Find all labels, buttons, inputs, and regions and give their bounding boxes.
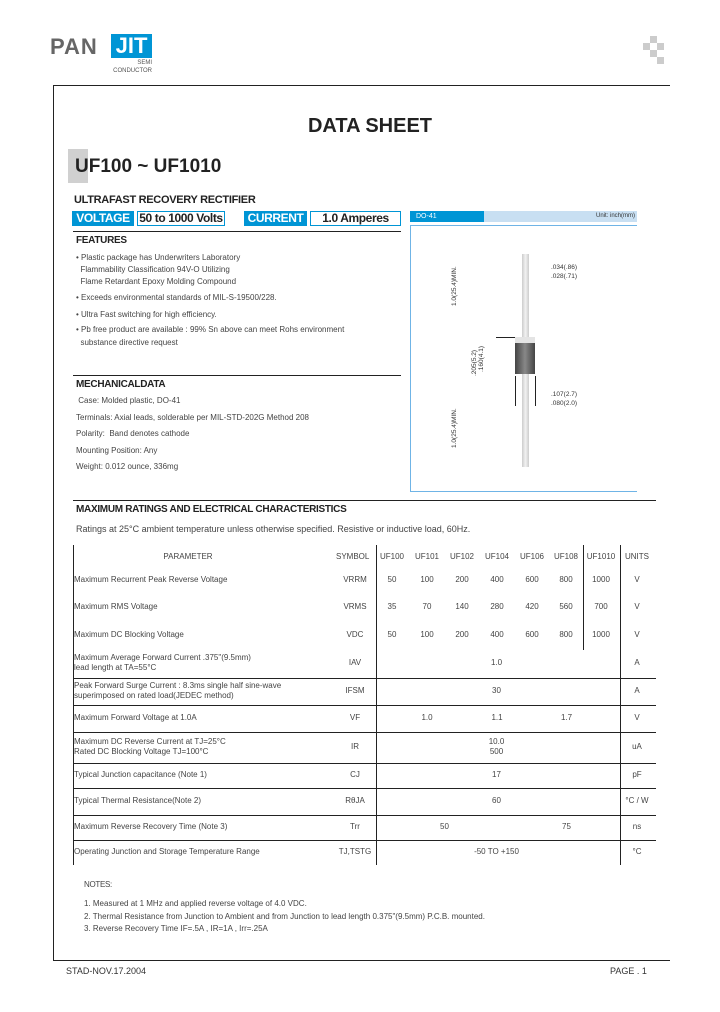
symbol: VRRM	[343, 574, 367, 584]
note-line: 1. Measured at 1 MHz and applied reverse voltage of 4.0 VDC.	[84, 899, 307, 908]
mechanical-line: Polarity: Band denotes cathode	[76, 429, 190, 438]
dim-line	[515, 376, 516, 406]
logo-conductor: CONDUCTOR	[113, 68, 152, 74]
header-parameter: PARAMETER	[163, 552, 213, 561]
parameter-label: Maximum DC Reverse Current at TJ=25°C	[74, 736, 226, 746]
features-rule	[73, 231, 401, 232]
dim-lead-length: 1.0(25.4)MIN.	[451, 266, 458, 306]
parameter-label: Maximum Reverse Recovery Time (Note 3)	[74, 821, 228, 831]
symbol: IAV	[348, 658, 362, 667]
frame-top	[53, 85, 670, 86]
symbol: RθJA	[345, 795, 365, 805]
ratings-heading: MAXIMUM RATINGS AND ELECTRICAL CHARACTERISTICS	[76, 504, 347, 515]
unit: pF	[632, 769, 642, 779]
value: 100	[420, 630, 434, 639]
logo-jit: JIT	[111, 34, 152, 58]
parameter-label: Maximum Recurrent Peak Reverse Voltage	[74, 574, 228, 584]
parameter-label: Typical Junction capacitance (Note 1)	[74, 769, 207, 779]
value: 17	[492, 769, 501, 779]
frame-left	[53, 85, 54, 961]
table-hline	[73, 705, 656, 706]
footer-date: STAD-NOV.17.2004	[66, 966, 147, 976]
logo-semi: SEMI	[137, 60, 152, 66]
unit: A	[634, 658, 640, 667]
value: 560	[559, 602, 573, 611]
feature-line: Flame Retardant Epoxy Molding Compound	[76, 277, 237, 286]
value: 70	[422, 602, 432, 611]
symbol: VDC	[346, 630, 364, 639]
feature-line: • Exceeds environmental standards of MIL-S-19500/228.	[76, 293, 277, 302]
dim-line	[535, 376, 536, 406]
value: 600	[525, 630, 539, 639]
parameter-label: Rated DC Blocking Voltage TJ=100°C	[74, 746, 209, 756]
page-title: DATA SHEET	[307, 115, 433, 137]
parameter-label: Typical Thermal Resistance(Note 2)	[74, 795, 202, 805]
subtitle: ULTRAFAST RECOVERY RECTIFIER	[74, 194, 256, 206]
symbol: VRMS	[343, 602, 367, 611]
feature-line: • Plastic package has Underwriters Laboratory	[76, 253, 241, 262]
parameter-label: lead length at TA=55°C	[74, 663, 157, 672]
value: 200	[455, 574, 469, 584]
diagram-units: Unit: inch(mm)	[595, 213, 635, 219]
unit: V	[634, 602, 640, 611]
value: 60	[492, 795, 501, 805]
header-units: UNITS	[625, 552, 649, 561]
mechanical-heading: MECHANICALDATA	[76, 379, 166, 390]
value: 1.0	[421, 712, 433, 722]
frame-bottom	[53, 960, 670, 961]
mechanical-line: Case: Molded plastic, DO-41	[76, 396, 181, 405]
header-uf100: UF100	[379, 552, 404, 561]
value: 50	[387, 574, 397, 584]
ratings-rule	[73, 500, 656, 501]
parameter-label: Maximum RMS Voltage	[74, 602, 158, 611]
header-uf102: UF102	[449, 552, 474, 561]
mechanical-rule	[73, 375, 401, 376]
value: 400	[490, 574, 504, 584]
voltage-label: VOLTAGE	[72, 211, 134, 226]
unit: °C / W	[625, 795, 649, 805]
value: 400	[490, 630, 504, 639]
voltage-value: 50 to 1000 Volts	[137, 211, 225, 226]
value: 200	[455, 630, 469, 639]
value: 140	[455, 602, 469, 611]
parameter-label: superimposed on rated load(JEDEC method)	[74, 690, 234, 700]
logo-pan: PAN	[50, 34, 98, 59]
unit: A	[634, 685, 640, 695]
table-hline	[73, 678, 656, 679]
parameter-label: Maximum Average Forward Current .375"(9.5mm)	[74, 653, 251, 662]
symbol: IR	[351, 741, 359, 751]
value: 800	[559, 630, 573, 639]
value: 280	[490, 602, 504, 611]
mechanical-line: Weight: 0.012 ounce, 336mg	[76, 462, 179, 471]
value: 1.0	[490, 658, 503, 667]
value: 50	[440, 821, 449, 831]
table-hline	[73, 763, 656, 764]
dim-lead-length-2: 1.0(25.4)MIN.	[451, 408, 458, 448]
symbol: Trr	[350, 821, 360, 831]
header-uf108: UF108	[553, 552, 578, 561]
dim-body-length: .205(5.2)	[471, 349, 478, 376]
value: 1.1	[491, 712, 503, 722]
dim-body-dia: .107(2.7)	[551, 391, 578, 398]
value: 50	[387, 630, 397, 639]
feature-line: • Ultra Fast switching for high efficiency.	[76, 310, 217, 319]
value: 1000	[592, 630, 610, 639]
table-hline	[73, 732, 656, 733]
table-hline	[73, 840, 656, 841]
dim-line	[496, 337, 515, 338]
unit: V	[634, 712, 640, 722]
note-line: 3. Reverse Recovery Time IF=.5A , IR=1A , Irr=.25A	[84, 924, 268, 933]
footer-page: PAGE . 1	[610, 966, 647, 976]
parameter-label: Maximum DC Blocking Voltage	[74, 630, 184, 639]
symbol: CJ	[350, 769, 360, 779]
features-heading: FEATURES	[76, 235, 127, 246]
value: 30	[492, 685, 501, 695]
parameter-label: Maximum Forward Voltage at 1.0A	[74, 712, 197, 722]
dim-lead-dia-min: .028(.71)	[551, 273, 578, 280]
dim-body-length-min: .160(4.1)	[478, 345, 485, 372]
diagram-package: DO-41	[410, 211, 484, 222]
header-symbol: SYMBOL	[336, 552, 370, 561]
unit: V	[634, 574, 640, 584]
unit: V	[634, 630, 640, 639]
header-uf106: UF106	[519, 552, 544, 561]
value: 500	[489, 746, 504, 756]
diode-body	[515, 343, 535, 374]
value: 35	[387, 602, 397, 611]
parameter-label: Peak Forward Surge Current : 8.3ms single half sine-wave	[74, 680, 282, 690]
value: 75	[562, 821, 571, 831]
value: 420	[525, 602, 539, 611]
symbol: VF	[349, 712, 361, 722]
parameter-label: Operating Junction and Storage Temperature Range	[74, 846, 260, 856]
unit: uA	[632, 741, 642, 751]
symbol: IFSM	[345, 685, 365, 695]
value: -50 TO +150	[474, 846, 519, 856]
header-uf101: UF101	[414, 552, 439, 561]
mechanical-line: Mounting Position: Any	[76, 445, 158, 455]
unit: °C	[632, 846, 642, 856]
current-label: CURRENT	[244, 211, 307, 226]
logo-subtitle	[100, 59, 152, 75]
value: 800	[559, 574, 573, 584]
current-value: 1.0 Amperes	[310, 211, 401, 226]
symbol: TJ,TSTG	[338, 846, 372, 856]
table-hline	[73, 815, 656, 816]
do41-diagram	[410, 225, 637, 492]
header-uf104: UF104	[484, 552, 509, 561]
value: 100	[420, 574, 434, 584]
dim-body-dia-min: .080(2.0)	[551, 400, 578, 407]
table-hline	[73, 788, 656, 789]
feature-line: Flammability Classification 94V-O Utilizing	[76, 265, 230, 274]
mechanical-line: Terminals: Axial leads, solderable per MIL-STD-202G Method 208	[76, 412, 309, 422]
unit: ns	[632, 821, 642, 831]
part-range: UF100 ~ UF1010	[75, 156, 222, 177]
feature-line: substance directive request	[76, 338, 178, 347]
value: 600	[525, 574, 539, 584]
value: 1.7	[560, 712, 573, 722]
value: 700	[594, 602, 608, 611]
dim-lead-dia: .034(.86)	[551, 264, 578, 271]
value: 1000	[592, 574, 610, 584]
ratings-note: Ratings at 25°C ambient temperature unless otherwise specified. Resistive or inductive load, 60Hz.	[76, 524, 471, 534]
value: 10.0	[488, 736, 505, 746]
notes-heading: NOTES:	[84, 880, 112, 889]
note-line: 2. Thermal Resistance from Junction to Ambient and from Junction to lead length 0.375"(9.5mm) P.C.B. mounted.	[84, 911, 485, 921]
feature-line: • Pb free product are available : 99% Sn above can meet Rohs environment	[76, 325, 345, 334]
header-uf1010: UF1010	[586, 552, 616, 561]
